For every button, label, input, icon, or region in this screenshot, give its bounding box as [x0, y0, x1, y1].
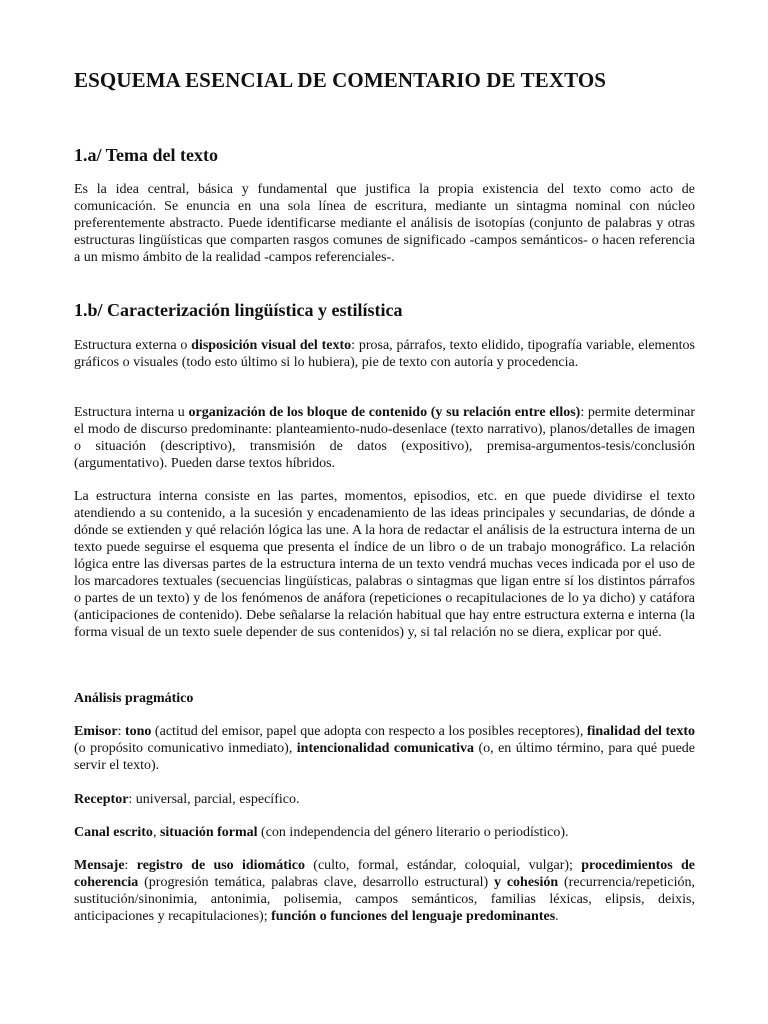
- paragraph-mensaje: Mensaje: registro de uso idiomático (culto, formal, estándar, coloquial, vulgar); procedimientos de coherencia (progresión temática, palabras clave, desarrollo estructural) y cohesión (recurrencia/repetición, sustitución/sinonimia, antonimia, polisemia, campos semánticos, familias léxicas, elipsis, deixis, anticipaciones y recapitulaciones); función o funciones del lenguaje predominantes.: [74, 858, 696, 924]
- paragraph-estructura-interna: Estructura interna u organización de los bloque de contenido (y su relación entre ellos): permite determinar el modo de discurso predominante: planteamiento-nudo-desenlace (texto narrativo), planos/detalles de imagen o situación (descriptivo), transmisión de datos (expositivo), premisa-argumentos-tesis/conclusión (argumentativo). Pueden darse textos híbridos.: [74, 405, 695, 471]
- paragraph-estructura-detalle: La estructura interna consiste en las partes, momentos, episodios, etc. en que puede dividirse el texto atendiendo a su contenido, a la sucesión y encadenamiento de las ideas principales y secundarias, de dónde a dónde se extienden y qué relación lógica las une. A la hora de redactar el análisis de la estructura interna de un texto puede seguirse el esquema que presenta el índice de un libro o de un trabajo monográfico. La relación lógica entre las diversas partes de la estructura interna de un texto vendrá muchas veces indicada por el uso de los marcadores textuales (secuencias lingüísticas, palabras o sintagmas que ligan entre sí los distintos párrafos o partes de un texto) y de los fenómenos de anáfora (repeticiones o recapitulaciones de lo ya dicho) y catáfora (anticipaciones de contenido). Debe señalarse la relación habitual que hay entre estructura externa e interna (la forma visual de un texto suele depender de sus contenidos) y, si tal relación no se diera, explicar por qué.: [74, 489, 695, 640]
- paragraph-tema: Es la idea central, básica y fundamental que justifica la propia existencia del texto como acto de comunicación. Se enuncia en una sola línea de escritura, mediante un sintagma nominal con núcleo preferentemente abstracto. Puede identificarse mediante el análisis de isotopías (conjunto de palabras y otras estructuras lingüísticas que comparten rasgos comunes de significado -campos semánticos- o hacen referencia a un mismo ámbito de la realidad -campos referenciales-.: [74, 182, 695, 265]
- paragraph-canal: Canal escrito, situación formal (con independencia del género literario o periodístico).: [74, 825, 569, 840]
- paragraph-estructura-externa: Estructura externa o disposición visual del texto: prosa, párrafos, texto elidido, tipografía variable, elementos gráficos o visuales (todo esto último si lo hubiera), pie de texto con autoría y procedencia.: [74, 338, 695, 370]
- section-heading-caracterizacion: 1.b/ Caracterización lingüística y estilística: [74, 300, 403, 320]
- paragraph-receptor: Receptor: universal, parcial, específico.: [74, 792, 300, 807]
- subheading-analisis-pragmatico: Análisis pragmático: [74, 691, 194, 706]
- paragraph-emisor: Emisor: tono (actitud del emisor, papel que adopta con respecto a los posibles receptores), finalidad del texto (o propósito comunicativo inmediato), intencionalidad comunicativa (o, en último término, para qué puede servir el texto).: [74, 724, 695, 773]
- document-title: ESQUEMA ESENCIAL DE COMENTARIO DE TEXTOS: [74, 68, 607, 92]
- section-heading-tema: 1.a/ Tema del texto: [74, 145, 218, 165]
